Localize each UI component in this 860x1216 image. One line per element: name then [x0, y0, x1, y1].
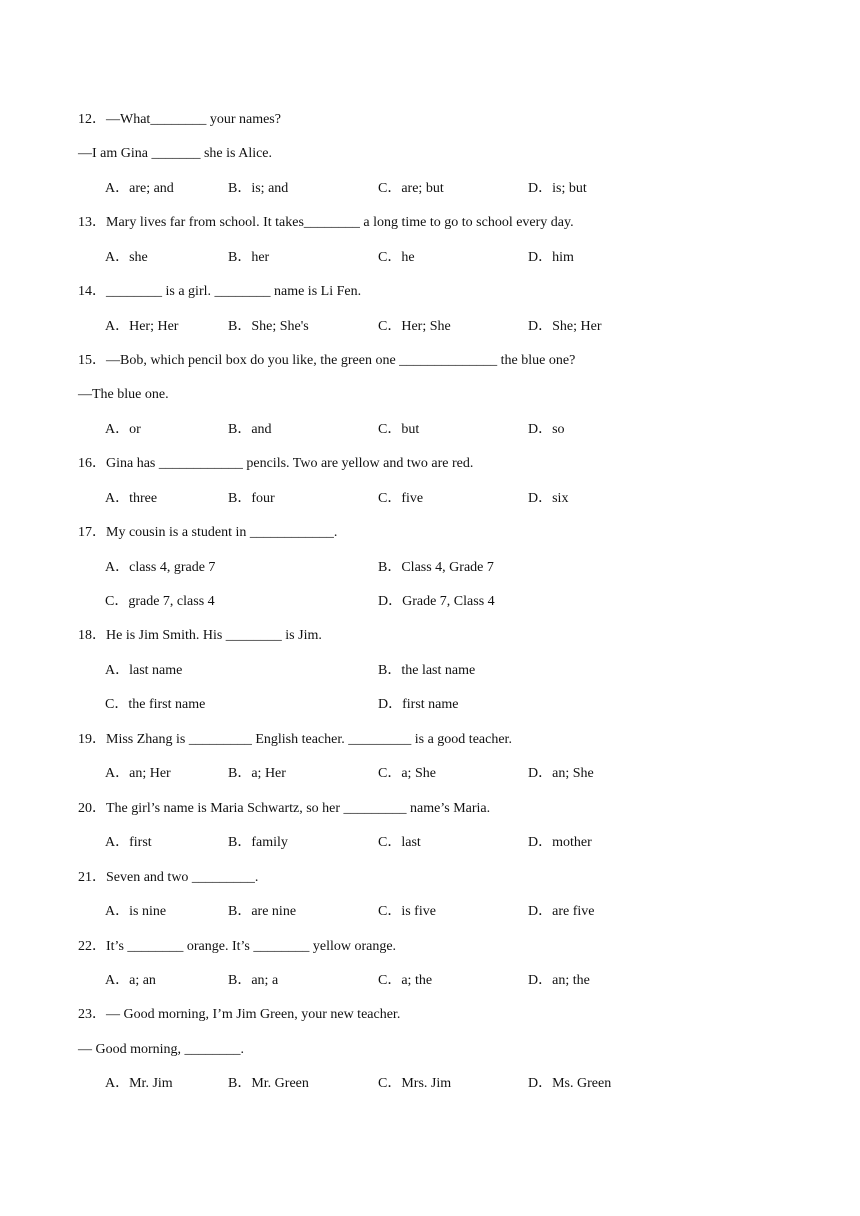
option-a: A．is nine [105, 904, 167, 919]
option-b: B．an; a [228, 973, 279, 988]
question-22-stem: 22．It’s ________ orange. It’s ________ yellow orange. [78, 939, 397, 954]
option-d: D．She; Her [528, 319, 602, 334]
option-d: D．Grade 7, Class 4 [378, 594, 495, 609]
option-a: A．Her; Her [105, 319, 179, 334]
option-d: D．mother [528, 835, 592, 850]
option-d: D．so [528, 422, 565, 437]
question-13-options [105, 248, 805, 268]
question-15-stem: 15．—Bob, which pencil box do you like, the green one ______________ the blue one? [78, 353, 576, 368]
option-b: B．a; Her [228, 766, 286, 781]
question-14-stem: 14．________ is a girl. ________ name is Li Fen. [78, 284, 362, 299]
question-12-stem: 12．—What________ your names? [78, 112, 281, 127]
question-17-stem: 17．My cousin is a student in ____________. [78, 525, 338, 540]
option-a: A．three [105, 491, 158, 506]
option-c: C．a; the [378, 973, 433, 988]
option-a: A．or [105, 422, 141, 437]
question-19-stem: 19．Miss Zhang is _________ English teacher. _________ is a good teacher. [78, 732, 512, 747]
option-b: B．and [228, 422, 272, 437]
option-d: D．is; but [528, 181, 587, 196]
question-18-options-row-1 [105, 661, 805, 681]
question-20-stem: 20．The girl’s name is Maria Schwartz, so her _________ name’s Maria. [78, 801, 491, 816]
option-d: D．him [528, 250, 574, 265]
option-d: D．Ms. Green [528, 1076, 612, 1091]
option-b: B．are nine [228, 904, 297, 919]
question-16-stem: 16．Gina has ____________ pencils. Two are yellow and two are red. [78, 456, 474, 471]
option-c: C．the first name [105, 697, 206, 712]
question-12-options [105, 179, 805, 199]
option-c: C．he [378, 250, 415, 265]
option-b: B．She; She's [228, 319, 309, 334]
option-c: C．are; but [378, 181, 444, 196]
question-15-options [105, 420, 805, 440]
option-a: A．are; and [105, 181, 174, 196]
question-17-options-row-2 [105, 592, 805, 612]
option-c: C．last [378, 835, 421, 850]
option-d: D．an; She [528, 766, 594, 781]
option-b: B．her [228, 250, 270, 265]
option-b: B．Class 4, Grade 7 [378, 560, 494, 575]
option-b: B．family [228, 835, 288, 850]
option-b: B．is; and [228, 181, 289, 196]
question-15-stem-2: —The blue one. [78, 387, 169, 402]
option-b: B．the last name [378, 663, 476, 678]
question-12-stem-2: —I am Gina _______ she is Alice. [78, 146, 273, 161]
option-a: A．an; Her [105, 766, 171, 781]
question-23-options [105, 1074, 805, 1094]
option-d: D．are five [528, 904, 595, 919]
option-a: A．class 4, grade 7 [105, 560, 216, 575]
option-a: A．Mr. Jim [105, 1076, 173, 1091]
option-a: A．last name [105, 663, 183, 678]
option-d: D．an; the [528, 973, 590, 988]
option-c: C．Mrs. Jim [378, 1076, 452, 1091]
question-18-stem: 18．He is Jim Smith. His ________ is Jim. [78, 628, 322, 643]
option-c: C．a; She [378, 766, 436, 781]
question-21-options [105, 902, 805, 922]
option-d: D．first name [378, 697, 459, 712]
option-a: A．she [105, 250, 148, 265]
option-a: A．first [105, 835, 152, 850]
option-c: C．five [378, 491, 424, 506]
question-22-options [105, 971, 805, 991]
option-c: C．but [378, 422, 420, 437]
question-17-options-row-1 [105, 558, 805, 578]
question-13-stem: 13．Mary lives far from school. It takes________ a long time to go to school every day. [78, 215, 574, 230]
option-c: C．grade 7, class 4 [105, 594, 215, 609]
question-16-options [105, 489, 805, 509]
option-b: B．four [228, 491, 275, 506]
question-23-stem-2: — Good morning, ________. [78, 1042, 245, 1057]
option-c: C．is five [378, 904, 436, 919]
question-20-options [105, 833, 805, 853]
option-d: D．six [528, 491, 569, 506]
question-19-options [105, 764, 805, 784]
option-c: C．Her; She [378, 319, 451, 334]
question-18-options-row-2 [105, 695, 805, 715]
option-a: A．a; an [105, 973, 156, 988]
question-14-options [105, 317, 805, 337]
option-b: B．Mr. Green [228, 1076, 309, 1091]
question-23-stem: 23．— Good morning, I’m Jim Green, your new teacher. [78, 1007, 401, 1022]
question-21-stem: 21．Seven and two _________. [78, 870, 259, 885]
